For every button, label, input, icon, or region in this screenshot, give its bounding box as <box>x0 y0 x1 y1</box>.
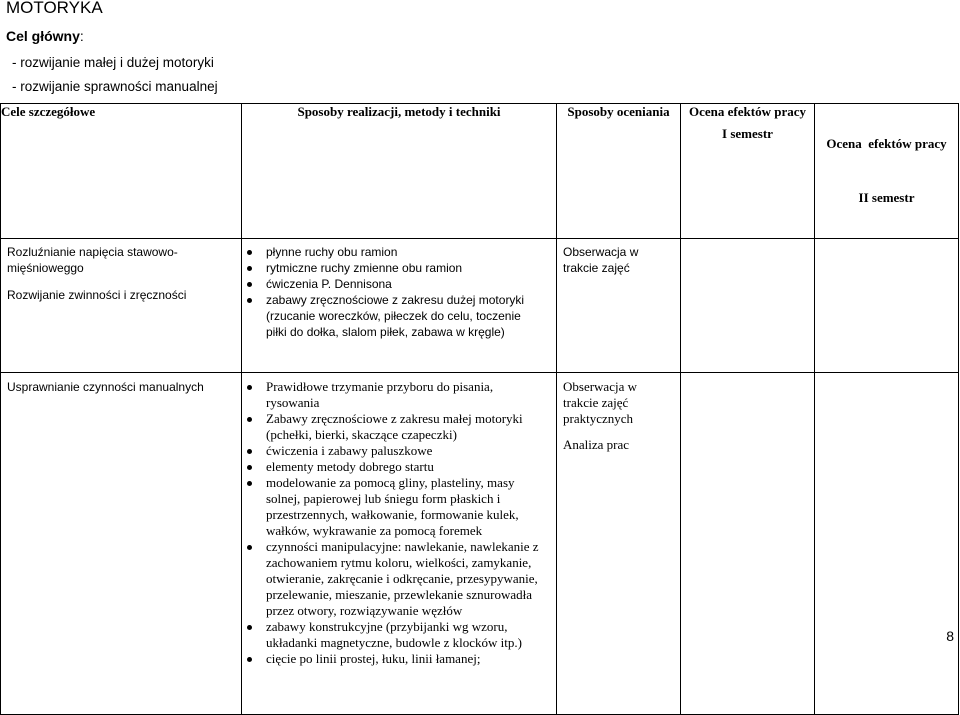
main-goal-item: - rozwijanie sprawności manualnej <box>12 79 218 94</box>
header-eval-semester-2 <box>815 104 959 239</box>
method-item: zabawy konstrukcyjne (przybijanki wg wzoru, układanki magnetyczne, budowle z klocków itp.) <box>242 619 548 651</box>
method-item: ćwiczenia P. Dennisona <box>242 276 526 292</box>
method-item: Zabawy zręcznościowe z zakresu małej motoryki (pchełki, bierki, skaczące czapeczki) <box>242 411 548 443</box>
header-eval-2-line1: Ocena efektów pracy <box>826 136 947 151</box>
header-assessment: Sposoby oceniania <box>557 104 681 239</box>
method-item: cięcie po linii prostej, łuku, linii łamanej; <box>242 651 548 667</box>
method-item: czynności manipulacyjne: nawlekanie, nawlekanie z zachowaniem rytmu koloru, wielkości, zamykanie, otwieranie, zakręcanie i odkręcanie, przesypywanie, przelewanie, mieszanie, przewlekanie sznurowadła przez otwory, rozwiązywanie węzłów <box>242 539 548 619</box>
row-eval-semester-1 <box>681 239 815 373</box>
main-goal-colon: : <box>79 28 84 44</box>
table-row <box>1 239 959 373</box>
main-goal-label-text: Cel główny <box>6 28 80 44</box>
method-item: ćwiczenia i zabawy paluszkowe <box>242 443 548 459</box>
curriculum-table <box>0 103 959 715</box>
table-row <box>1 373 959 715</box>
table-header-row <box>1 104 959 239</box>
row-goals <box>1 239 242 373</box>
row-eval-semester-2 <box>815 373 959 715</box>
main-goal-item: - rozwijanie małej i dużej motoryki <box>12 55 214 70</box>
header-eval-1-line1: Ocena efektów pracy <box>689 104 806 119</box>
page-number: 8 <box>946 628 954 644</box>
header-methods: Sposoby realizacji, metody i techniki <box>242 104 557 239</box>
assessment-text: Analiza prac <box>563 437 630 452</box>
document-title: MOTORYKA <box>6 0 103 17</box>
method-item: rytmiczne ruchy zmienne obu ramion <box>242 260 526 276</box>
row-methods <box>242 373 557 715</box>
goal-text: Rozluźnianie napięcia stawowo-mięśnioweggo <box>7 245 178 275</box>
row-goals <box>1 373 242 715</box>
header-eval-semester-1 <box>681 104 815 239</box>
header-eval-2-line2: II semestr <box>858 190 915 205</box>
row-eval-semester-2 <box>815 239 959 373</box>
assessment-text: Obserwacja w trakcie zajęć <box>563 245 639 275</box>
main-goal-label <box>6 28 84 44</box>
goal-text: Usprawnianie czynności manualnych <box>7 380 204 394</box>
header-eval-1-line2: I semestr <box>722 126 773 141</box>
row-eval-semester-1 <box>681 373 815 715</box>
method-item: zabawy zręcznościowe z zakresu dużej motoryki (rzucanie woreczków, piłeczek do celu, toczenie piłki do dołka, slalom piłek, zabawa w kręgle) <box>242 292 526 340</box>
row-methods <box>242 239 557 373</box>
method-item: Prawidłowe trzymanie przyboru do pisania, rysowania <box>242 379 548 411</box>
methods-list <box>242 244 526 340</box>
row-assessment <box>557 239 681 373</box>
assessment-text: Obserwacja w trakcie zajęć praktycznych <box>563 379 637 426</box>
method-item: modelowanie za pomocą gliny, plasteliny, masy solnej, papierowej lub śniegu form płaskich i przestrzennych, wałkowanie, formowanie kulek, wałków, wykrawanie za pomocą foremek <box>242 475 548 539</box>
method-item: płynne ruchy obu ramion <box>242 244 526 260</box>
row-assessment <box>557 373 681 715</box>
method-item: elementy metody dobrego startu <box>242 459 548 475</box>
methods-list <box>242 379 548 667</box>
goal-text: Rozwijanie zwinności i zręczności <box>7 288 187 302</box>
header-goals: Cele szczegółowe <box>1 104 242 239</box>
